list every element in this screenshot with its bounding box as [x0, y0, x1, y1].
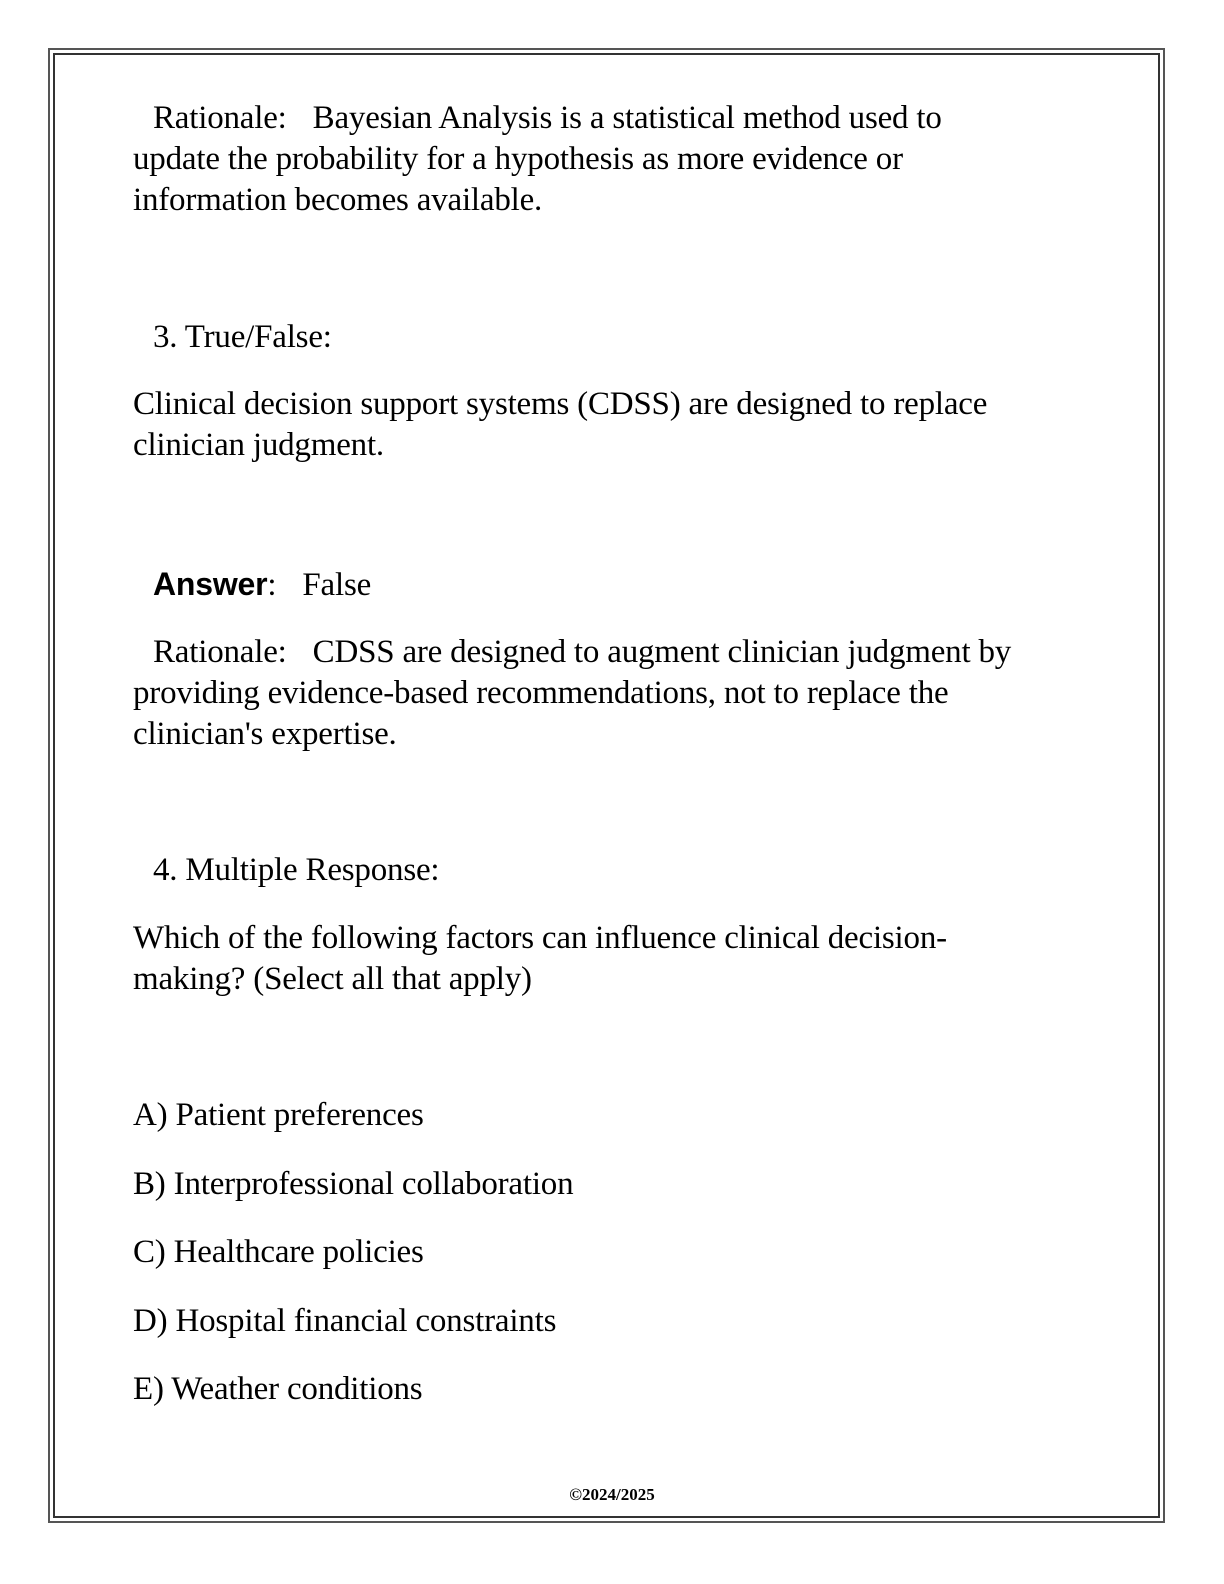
rationale-3-text: CDSS are designed to augment clinician judgment by: [312, 634, 1012, 670]
rationale-1-line-3: information becomes available.: [133, 182, 543, 218]
option-d: D) Hospital financial constraints: [133, 1303, 557, 1339]
option-c: C) Healthcare policies: [133, 1234, 424, 1270]
rationale-1-line-2: update the probability for a hypothesis as more evidence or: [133, 141, 903, 177]
rationale-1-label: Rationale:: [153, 100, 287, 136]
option-b: B) Interprofessional collaboration: [133, 1166, 574, 1202]
option-e: E) Weather conditions: [133, 1371, 423, 1407]
rationale-3-line-2: providing evidence-based recommendations, not to replace the: [133, 675, 949, 711]
option-a: A) Patient preferences: [133, 1097, 424, 1133]
rationale-3-line-3: clinician's expertise.: [133, 716, 397, 752]
answer-colon: :: [267, 567, 277, 603]
page-border-inner: [53, 53, 1160, 1518]
question-4-heading: 4. Multiple Response:: [153, 852, 440, 888]
answer-label: Answer: [153, 566, 268, 602]
question-3-line-1: Clinical decision support systems (CDSS) are designed to replace: [133, 386, 988, 422]
footer-copyright: ©2024/2025: [569, 1485, 655, 1504]
question-4-line-2: making? (Select all that apply): [133, 961, 532, 997]
rationale-1-text: Bayesian Analysis is a statistical method used to: [312, 100, 942, 136]
question-3-heading: 3. True/False:: [153, 319, 332, 355]
rationale-3-label: Rationale:: [153, 634, 287, 670]
question-3-answer: [153, 564, 371, 606]
question-3-line-2: clinician judgment.: [133, 427, 384, 463]
rationale-1-line-1: [153, 98, 942, 139]
answer-value: False: [302, 567, 372, 603]
rationale-3-line-1: [153, 632, 1011, 673]
question-4-line-1: Which of the following factors can influence clinical decision-: [133, 920, 947, 956]
